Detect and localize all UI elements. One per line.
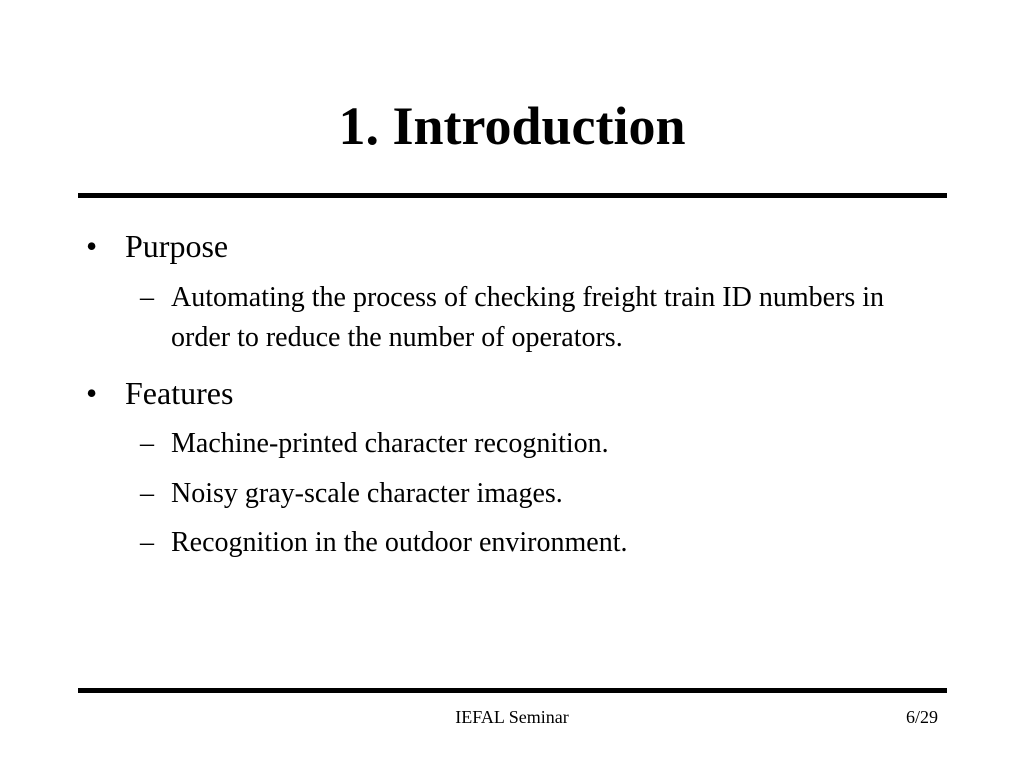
dash-icon: – [140, 428, 154, 459]
sub-item-text: Recognition in the outdoor environment. [171, 527, 628, 558]
dash-icon: – [140, 527, 154, 558]
sub-item-text: Automating the process of checking freight train ID numbers in order to reduce the number of operators. [171, 282, 885, 353]
sub-item-text: Noisy gray-scale character images. [171, 478, 563, 509]
sub-item-text: Machine-printed character recognition. [171, 428, 609, 459]
bullet-icon: • [86, 375, 98, 411]
bullet-label: Purpose [125, 228, 229, 264]
page-number: 6/29 [905, 707, 938, 727]
footer-divider [78, 688, 947, 693]
bullet-icon: • [86, 228, 98, 264]
footer-title: IEFAL Seminar [455, 707, 569, 727]
slide-title: 1. Introduction [338, 96, 686, 156]
dash-icon: – [140, 478, 154, 509]
dash-icon: – [140, 282, 154, 313]
bullet-label: Features [125, 375, 234, 411]
